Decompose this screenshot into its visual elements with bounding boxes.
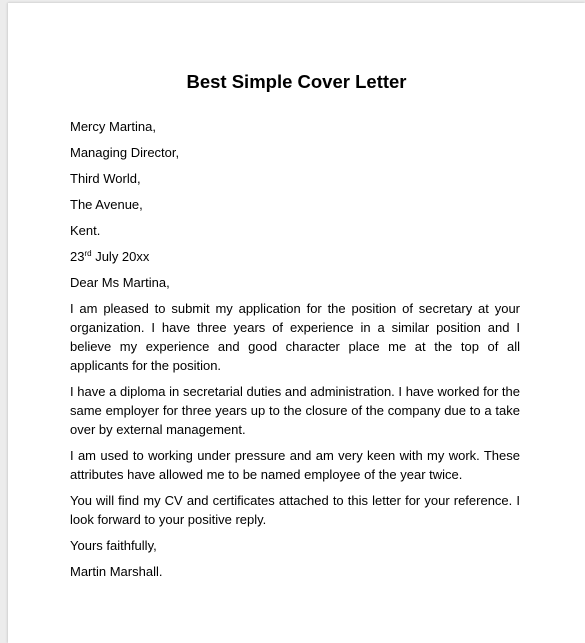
- closing: Yours faithfully,: [70, 538, 157, 553]
- address-line: Mercy Martina,: [70, 119, 156, 134]
- address-line: Third World,: [70, 171, 141, 186]
- date-day: 23: [70, 249, 85, 264]
- body-paragraph: I have a diploma in secretarial duties and administration. I have worked for the same employer for three years up to the closure of the company due to a take over by external management.: [70, 384, 520, 437]
- document-title: Best Simple Cover Letter: [186, 71, 407, 92]
- body-paragraph: You will find my CV and certificates attached to this letter for your reference. I look forward to your positive reply.: [70, 493, 520, 527]
- date-rest: July 20xx: [91, 249, 150, 264]
- date-suffix: rd: [84, 249, 92, 258]
- address-line: Managing Director,: [70, 145, 180, 160]
- letter-body: [70, 117, 520, 588]
- recipient-address: [70, 117, 520, 240]
- address-line: The Avenue,: [70, 197, 143, 212]
- salutation: Dear Ms Martina,: [70, 275, 170, 290]
- address-line: Kent.: [70, 223, 101, 238]
- letter-date: [70, 247, 520, 266]
- body-paragraph: I am used to working under pressure and am very keen with my work. These attributes have allowed me to be named employee of the year twice.: [70, 448, 520, 482]
- signature: Martin Marshall.: [70, 564, 163, 579]
- document-page: [8, 3, 585, 643]
- body-paragraph: I am pleased to submit my application for the position of secretary at your organization. I have three years of experience in a similar position and I believe my experience and good character place me at the top of all applicants for the position.: [70, 301, 520, 373]
